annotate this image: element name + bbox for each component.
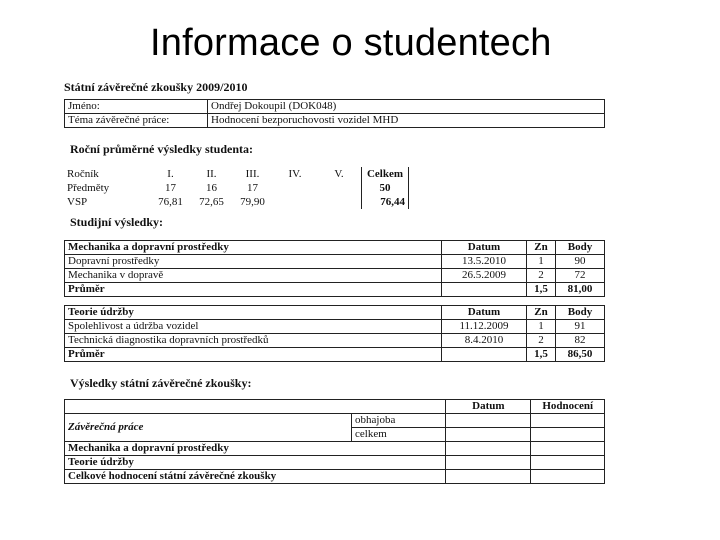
cell xyxy=(446,470,531,484)
cell: 17 xyxy=(247,182,258,194)
cell xyxy=(442,283,527,297)
header-cell: Ročník xyxy=(67,168,99,180)
cell: obhajoba xyxy=(352,414,446,428)
cell xyxy=(317,181,362,195)
table-row xyxy=(65,269,605,283)
cell: 8.4.2010 xyxy=(442,334,527,348)
yearly-table xyxy=(64,167,409,209)
cell: VSP xyxy=(67,196,88,208)
table-row xyxy=(65,320,605,334)
doc-title: Státní závěrečné zkoušky 2009/2010 xyxy=(64,80,248,94)
thesis-value: Hodnocení bezporuchovosti vozidel MHD xyxy=(208,114,605,128)
cell: Spolehlivost a údržba vozidel xyxy=(65,320,442,334)
header-cell: I. xyxy=(167,168,174,180)
header-cell: III. xyxy=(245,168,260,180)
table-row xyxy=(65,334,605,348)
cell: 72,65 xyxy=(199,196,224,208)
header-cell: Body xyxy=(556,306,605,320)
cell: Dopravní prostředky xyxy=(65,255,442,269)
header-cell: Datum xyxy=(442,241,527,255)
cell xyxy=(531,414,605,428)
cell xyxy=(317,195,362,209)
cell: 26.5.2009 xyxy=(442,269,527,283)
cell: 81,00 xyxy=(556,283,605,297)
table-row xyxy=(64,167,409,181)
cell: 82 xyxy=(556,334,605,348)
student-info-table xyxy=(64,99,605,128)
table-row xyxy=(65,306,605,320)
table-row xyxy=(65,470,605,484)
thesis-label: Téma závěrečné práce: xyxy=(65,114,208,128)
cell: Mechanika v dopravě xyxy=(65,269,442,283)
table-row xyxy=(65,414,605,428)
cell: Mechanika a dopravní prostředky xyxy=(65,442,446,456)
cell: 90 xyxy=(556,255,605,269)
subject-block-1 xyxy=(64,240,605,297)
cell: Průměr xyxy=(65,283,442,297)
header-cell: Zn xyxy=(527,241,556,255)
study-heading: Studijní výsledky: xyxy=(70,215,164,229)
table-row xyxy=(65,241,605,255)
cell: 16 xyxy=(206,182,217,194)
cell xyxy=(446,414,531,428)
yearly-heading: Roční průměrné výsledky studenta: xyxy=(70,142,254,156)
table-row xyxy=(65,456,605,470)
header-cell: Datum xyxy=(446,400,531,414)
cell: 50 xyxy=(362,181,409,195)
cell: celkem xyxy=(352,428,446,442)
cell: 76,81 xyxy=(158,196,183,208)
cell: 13.5.2010 xyxy=(442,255,527,269)
header-cell: Zn xyxy=(527,306,556,320)
cell xyxy=(446,428,531,442)
cell: 1 xyxy=(527,255,556,269)
cell: Celkové hodnocení státní závěrečné zkoušky xyxy=(65,470,446,484)
name-value: Ondřej Dokoupil (DOK048) xyxy=(208,100,605,114)
cell xyxy=(446,442,531,456)
header-cell: Hodnocení xyxy=(531,400,605,414)
header-cell: V. xyxy=(334,168,344,180)
slide-title: Informace o studentech xyxy=(150,22,552,64)
cell: 1,5 xyxy=(527,283,556,297)
cell: 72 xyxy=(556,269,605,283)
document xyxy=(64,80,609,484)
cell: 2 xyxy=(527,334,556,348)
header-cell: Celkem xyxy=(362,167,409,181)
cell: 79,90 xyxy=(240,196,265,208)
cell xyxy=(65,400,446,414)
cell xyxy=(273,195,317,209)
table-row xyxy=(64,195,409,209)
cell: Průměr xyxy=(65,348,442,362)
cell xyxy=(531,470,605,484)
header-cell: II. xyxy=(206,168,217,180)
header-cell: Body xyxy=(556,241,605,255)
cell: Předměty xyxy=(67,182,110,194)
header-cell: Mechanika a dopravní prostředky xyxy=(65,241,442,255)
final-exam-table xyxy=(64,399,605,484)
table-row xyxy=(65,114,605,128)
header-cell: IV. xyxy=(288,168,302,180)
cell xyxy=(446,456,531,470)
cell: 2 xyxy=(527,269,556,283)
cell: 17 xyxy=(165,182,176,194)
cell: 1 xyxy=(527,320,556,334)
cell: 91 xyxy=(556,320,605,334)
cell: Teorie údržby xyxy=(65,456,446,470)
cell xyxy=(273,181,317,195)
table-row xyxy=(65,283,605,297)
thesis-label: Závěrečná práce xyxy=(65,414,352,442)
cell xyxy=(531,442,605,456)
cell: 11.12.2009 xyxy=(442,320,527,334)
final-heading: Výsledky státní závěrečné zkoušky: xyxy=(70,376,252,390)
cell xyxy=(531,456,605,470)
table-row xyxy=(65,255,605,269)
name-label: Jméno: xyxy=(65,100,208,114)
subject-block-2 xyxy=(64,305,605,362)
cell: 86,50 xyxy=(556,348,605,362)
cell: 1,5 xyxy=(527,348,556,362)
cell: Technická diagnostika dopravních prostředků xyxy=(65,334,442,348)
cell xyxy=(531,428,605,442)
header-cell: Teorie údržby xyxy=(65,306,442,320)
table-row xyxy=(65,100,605,114)
cell: 76,44 xyxy=(362,195,409,209)
table-row xyxy=(65,442,605,456)
table-row xyxy=(65,348,605,362)
table-row xyxy=(65,400,605,414)
cell xyxy=(442,348,527,362)
header-cell: Datum xyxy=(442,306,527,320)
table-row xyxy=(64,181,409,195)
